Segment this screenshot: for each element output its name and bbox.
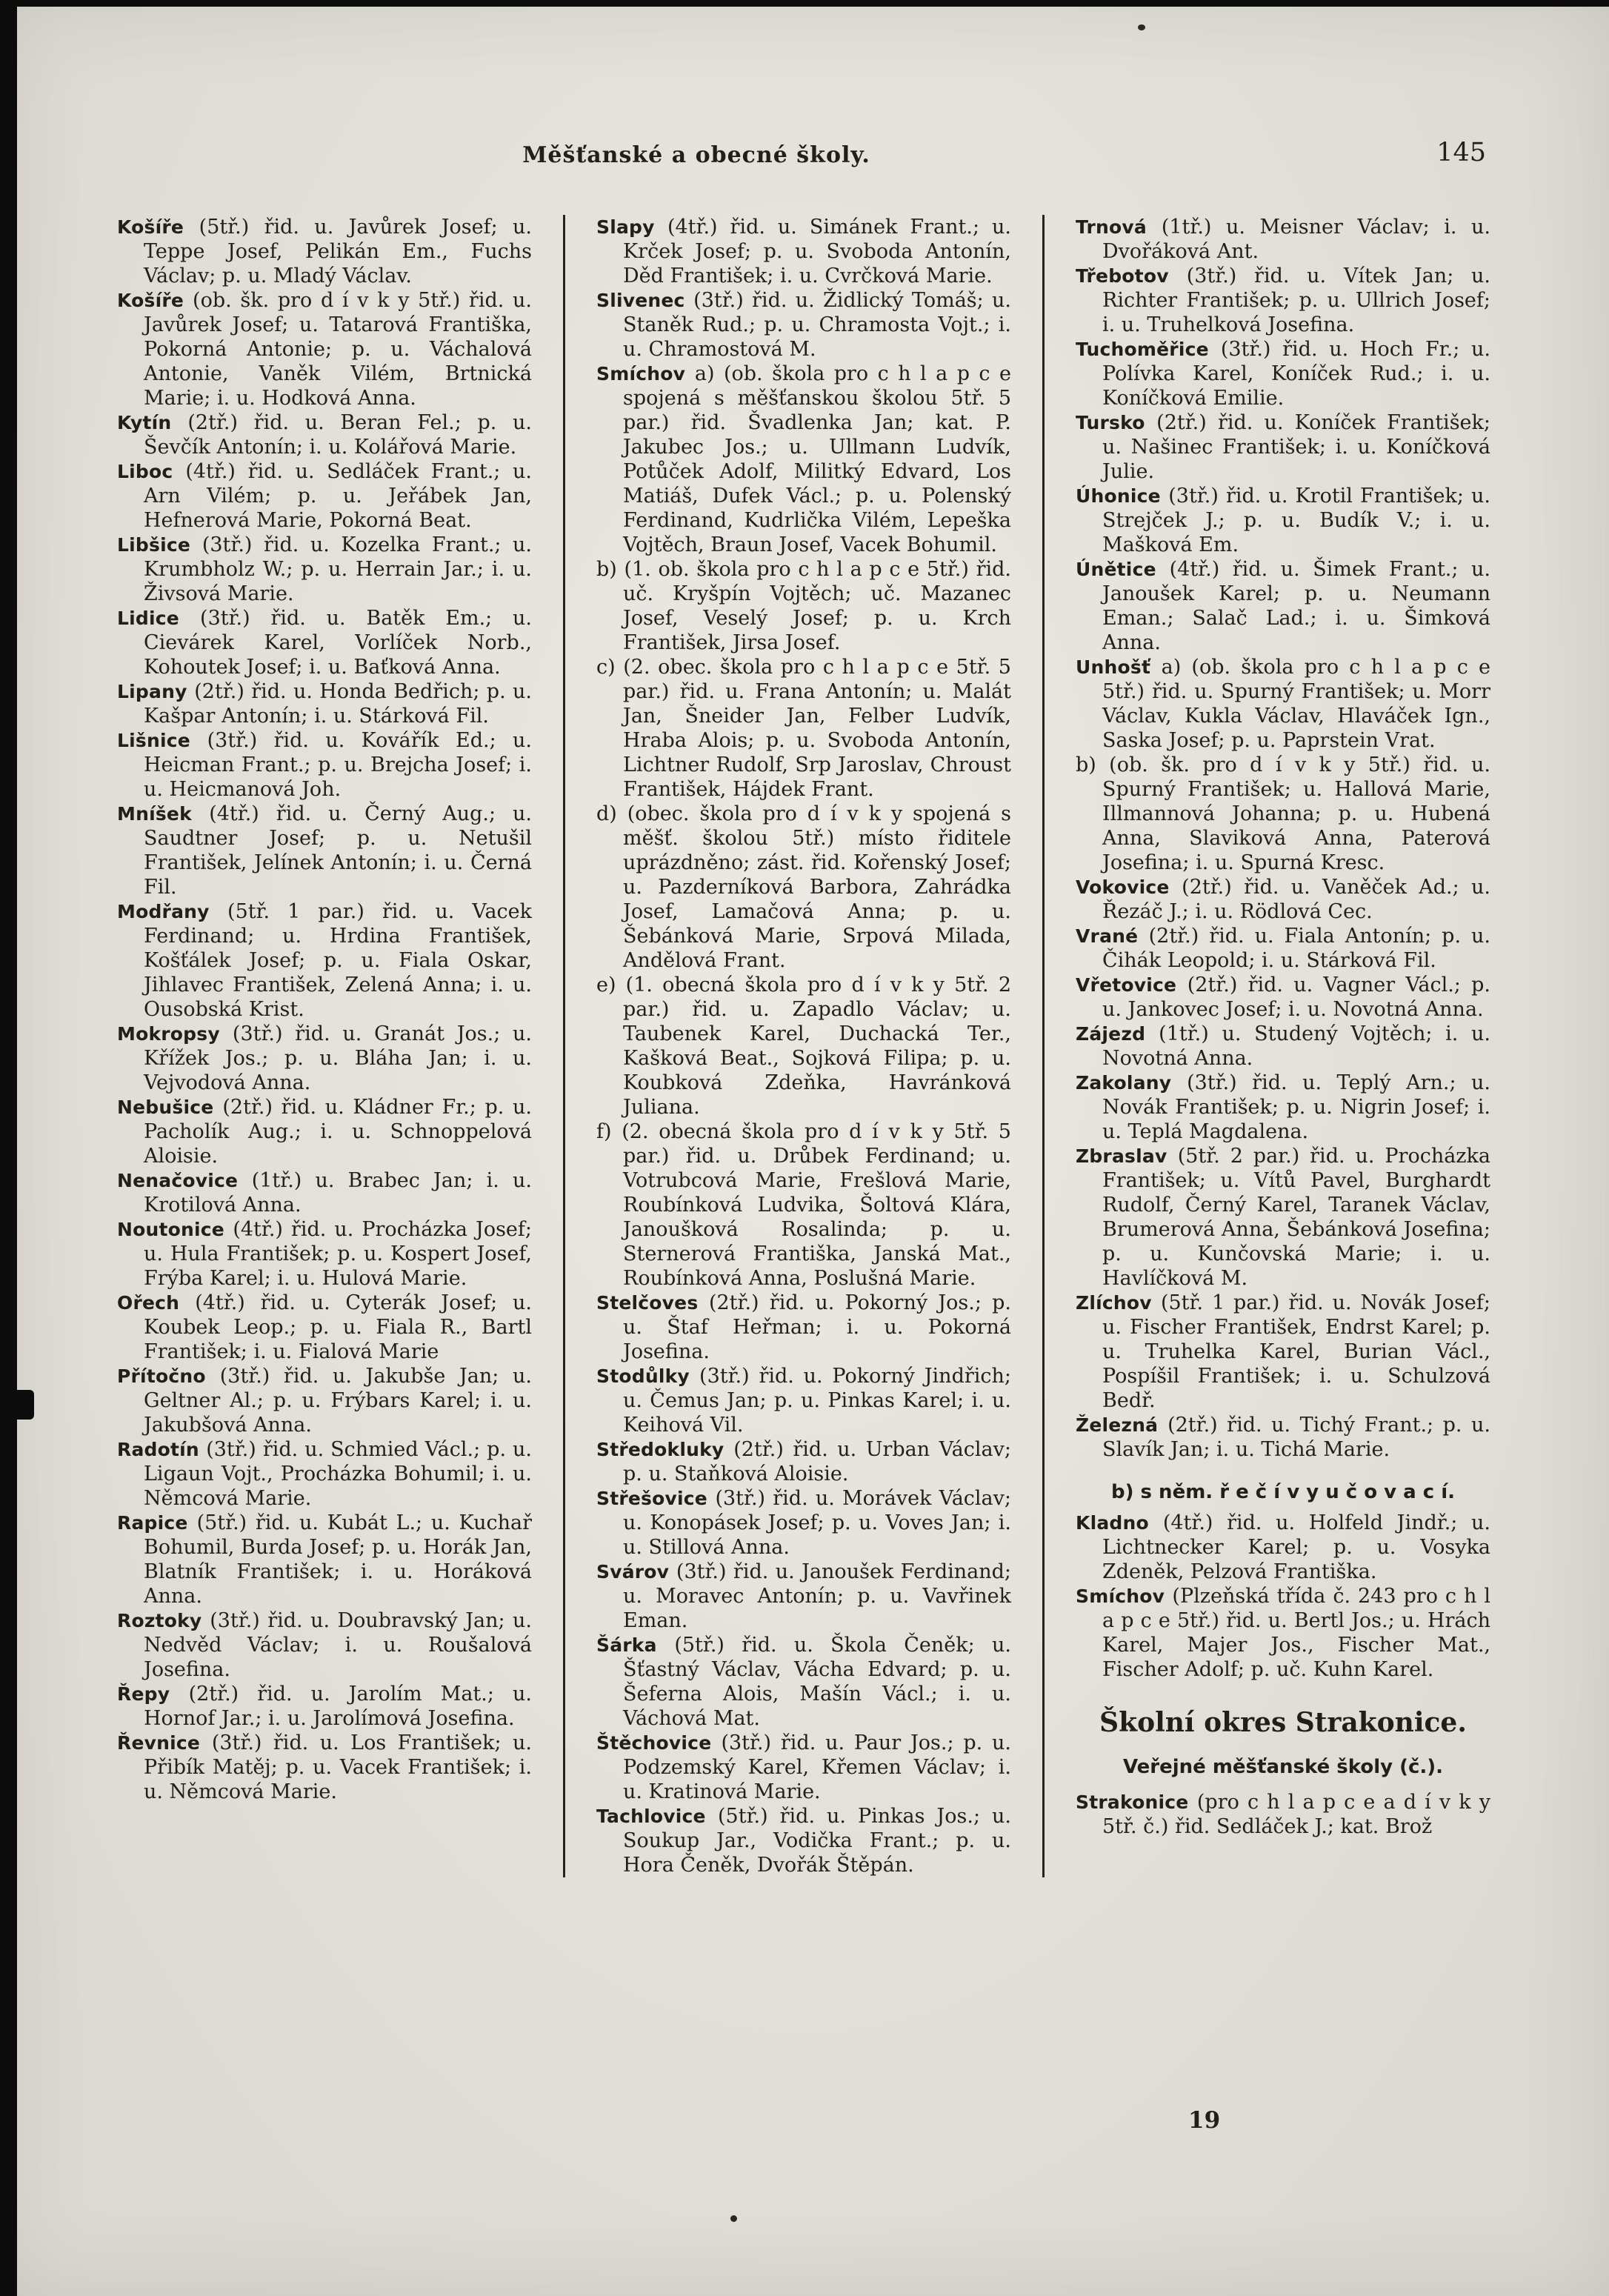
directory-entry: Strakonice (pro c h l a p c e a d í v k y 5tř. č.) řid. Sedláček J.; kat. Brož xyxy=(1076,1791,1490,1838)
place-name: Zlíchov xyxy=(1076,1292,1161,1314)
place-name: Mokropsy xyxy=(117,1023,233,1045)
place-name: Zájezd xyxy=(1076,1023,1159,1045)
school-type-heading: Veřejné měšťanské školy (č.). xyxy=(1122,1756,1444,1778)
directory-entry: Mníšek (4tř.) řid. u. Černý Aug.; u. Saudtner Josef; p. u. Netušil František, Jelínek Antonín; i. u. Černá Fil. xyxy=(117,802,533,899)
scan-speck xyxy=(1138,24,1145,30)
directory-entry: Úhonice (3tř.) řid. u. Krotil František; u. Strejček J.; p. u. Budík V.; i. u. Mašková Em. xyxy=(1076,485,1490,556)
place-name: Slivenec xyxy=(596,290,694,311)
place-name: Roztoky xyxy=(117,1610,210,1631)
place-name: Kytín xyxy=(117,412,188,433)
place-name: Smíchov xyxy=(1076,1585,1173,1607)
directory-entry: Svárov (3tř.) řid. u. Janoušek Ferdinand; u. Moravec Antonín; p. u. Vavřinek Eman. xyxy=(596,1560,1012,1632)
directory-entry: Kladno (4tř.) řid. u. Holfeld Jindř.; u. Lichtnecker Karel; p. u. Vosyka Zdeněk, Pelzová Františka. xyxy=(1076,1511,1490,1583)
place-name: Vokovice xyxy=(1076,876,1182,898)
place-name: Trnová xyxy=(1076,216,1162,238)
directory-entry: Tuchoměřice (3tř.) řid. u. Hoch Fr.; u. Polívka Karel, Koníček Rud.; i. u. Koníčková Emilie. xyxy=(1076,338,1490,410)
directory-entry: Třebotov (3tř.) řid. u. Vítek Jan; u. Richter František; p. u. Ullrich Josef; i. u. Truhelková Josefina. xyxy=(1076,264,1490,336)
place-name: Nebušice xyxy=(117,1097,223,1118)
directory-entry: Lišnice (3tř.) řid. u. Kovářík Ed.; u. Heicman Frant.; p. u. Brejcha Josef; i. u. Heicmanová Joh. xyxy=(117,729,532,801)
place-name: Třebotov xyxy=(1076,265,1187,287)
place-name: Smíchov xyxy=(596,363,695,385)
place-name: Zakolany xyxy=(1076,1072,1187,1094)
place-name: Svárov xyxy=(596,1561,676,1583)
scan-edge-top xyxy=(0,0,1609,7)
place-name: Železná xyxy=(1076,1414,1168,1436)
place-name: Stelčoves xyxy=(596,1292,709,1314)
directory-entry: Libšice (3tř.) řid. u. Kozelka Frant.; u. Krumbholz W.; p. u. Herrain Jar.; i. u. Živsová Marie. xyxy=(117,533,532,605)
directory-entry: Mokropsy (3tř.) řid. u. Granát Jos.; u. Křížek Jos.; p. u. Bláha Jan; i. u. Vejvodová Anna. xyxy=(117,1022,533,1094)
place-name: Vrané xyxy=(1076,925,1149,947)
directory-subentry: f) (2. obecná škola pro d í v k y 5tř. 5 par.) řid. u. Drůbek Ferdinand; u. Votrubcová Marie, Frešlová Marie, Roubínková Ludvika, Šoltová Klára, Janoušková Rosalinda; p. u. Sternerová Františka, Janská Mat., Roubínková Anna, Poslušná Marie. xyxy=(596,1120,1011,1290)
place-name: Středokluky xyxy=(596,1439,734,1460)
directory-entry: Rapice (5tř.) řid. u. Kubát L.; u. Kuchař Bohumil, Burda Josef; p. u. Horák Jan, Blatník František; i. u. Horáková Anna. xyxy=(117,1511,532,1608)
scan-speck xyxy=(730,2215,737,2222)
directory-entry: Ořech (4tř.) řid. u. Cyterák Josef; u. Koubek Leop.; p. u. Fiala R., Bartl František; i. u. Fialová Marie xyxy=(117,1291,532,1363)
directory-subentry: d) (obec. škola pro d í v k y spojená s měšť. školou 5tř.) místo řiditele uprázdněno; zást. řid. Kořenský Josef; u. Pazderníková Barbora, Zahrádka Josef, Lamačová Anna; p. u. Šebánková Marie, Srpová Milada, Andělová Frant. xyxy=(596,802,1011,972)
directory-subentry: c) (2. obec. škola pro c h l a p c e 5tř. 5 par.) řid. u. Frana Antonín; u. Malát Jan, Šneider Jan, Felber Ludvík, Hraba Alois; p. u. Svoboda Antonín, Lichtner Rudolf, Srp Jaroslav, Chroust František, Hájdek Frant. xyxy=(596,656,1011,801)
place-name: Řepy xyxy=(117,1683,189,1705)
directory-entry: Smíchov a) (ob. škola pro c h l a p c e spojená s měšťanskou školou 5tř. 5 par.) řid. Švadlenka Jan; kat. P. Jakubec Jos.; u. Ullmann Ludvík, Potůček Adolf, Militký Edvard, Los Matiáš, Dufek Václ.; p. u. Polenský Ferdinand, Kudrlička Vilém, Lepeška Vojtěch, Braun Josef, Vacek Bohumil. xyxy=(596,362,1011,556)
directory-entry: Řepy (2tř.) řid. u. Jarolím Mat.; u. Hornof Jar.; i. u. Jarolímová Josefina. xyxy=(117,1683,532,1730)
place-name: Ořech xyxy=(117,1292,196,1314)
directory-entry: Zlíchov (5tř. 1 par.) řid. u. Novák Josef; u. Fischer František, Endrst Karel; p. u. Truhelka Karel, Burian Václ., Pospíšil František; i. u. Schulzová Bedř. xyxy=(1076,1291,1490,1412)
directory-entry: Vřetovice (2tř.) řid. u. Vagner Václ.; p. u. Jankovec Josef; i. u. Novotná Anna. xyxy=(1076,974,1490,1021)
footer-page-number: 19 xyxy=(1188,2107,1221,2134)
place-name: Tuchoměřice xyxy=(1076,339,1221,360)
place-name: Střešovice xyxy=(596,1488,716,1509)
directory-entry: Šárka (5tř.) řid. u. Škola Čeněk; u. Šťastný Václav, Vácha Edvard; p. u. Šeferna Alois, Mašín Václ.; i. u. Váchová Mat. xyxy=(596,1634,1011,1730)
directory-entry: Košíře (ob. šk. pro d í v k y 5tř.) řid. u. Javůrek Josef; u. Tatarová Františka, Pokorná Antonie; p. u. Váchalová Antonie, Vaněk Vilém, Brtnická Marie; i. u. Hodková Anna. xyxy=(117,289,532,410)
directory-entry: Přítočno (3tř.) řid. u. Jakubše Jan; u. Geltner Al.; p. u. Frýbars Karel; i. u. Jakubšová Anna. xyxy=(117,1365,532,1437)
place-name: Šárka xyxy=(596,1634,675,1656)
directory-entry: Středokluky (2tř.) řid. u. Urban Václav; p. u. Staňková Aloisie. xyxy=(596,1438,1011,1485)
directory-entry: Lidice (3tř.) řid. u. Batěk Em.; u. Cievárek Karel, Vorlíček Norb., Kohoutek Josef; i. u. Baťková Anna. xyxy=(117,607,532,679)
directory-entry: Tursko (2tř.) řid. u. Koníček František; u. Našinec František; i. u. Koníčková Julie. xyxy=(1076,411,1490,483)
place-name: Libšice xyxy=(117,534,202,556)
place-name: Tachlovice xyxy=(596,1806,719,1827)
directory-subentry: e) (1. obecná škola pro d í v k y 5tř. 2 par.) řid. u. Zapadlo Václav; u. Taubenek Karel, Duchacká Ter., Kašková Beat., Sojková Filipa; p. u. Koubková Zdeňka, Havránková Juliana. xyxy=(596,974,1011,1119)
place-name: Rapice xyxy=(117,1512,197,1534)
place-name: Vřetovice xyxy=(1076,974,1187,996)
running-title: Měšťanské a obecné školy. xyxy=(522,142,870,168)
district-heading: Školní okres Strakonice. xyxy=(1099,1707,1467,1738)
column-3 xyxy=(1042,215,1490,1877)
directory-entry: Železná (2tř.) řid. u. Tichý Frant.; p. u. Slavík Jan; i. u. Tichá Marie. xyxy=(1076,1414,1490,1461)
directory-entry: Modřany (5tř. 1 par.) řid. u. Vacek Ferdinand; u. Hrdina František, Košťálek Josef; p. u. Fiala Oskar, Jihlavec František, Zelená Anna; i. u. Ousobská Krist. xyxy=(117,900,532,1021)
place-name: Modřany xyxy=(117,901,228,922)
directory-entry: Zakolany (3tř.) řid. u. Teplý Arn.; u. Novák František; p. u. Nigrin Josef; i. u. Teplá Magdalena. xyxy=(1076,1071,1491,1143)
column-2 xyxy=(563,215,1011,1877)
place-name: Zbraslav xyxy=(1076,1145,1178,1167)
directory-entry: Unhošť a) (ob. škola pro c h l a p c e 5tř.) řid. u. Spurný František; u. Morr Václav, Kukla Václav, Hlaváček Ign., Saska Josef; p. u. Paprstein Vrat. xyxy=(1076,656,1490,752)
directory-entry: Stodůlky (3tř.) řid. u. Pokorný Jindřich; u. Čemus Jan; p. u. Pinkas Karel; i. u. Keihová Vil. xyxy=(596,1365,1012,1437)
place-name: Štěchovice xyxy=(596,1732,722,1754)
place-name: Únětice xyxy=(1076,559,1170,580)
place-name: Košíře xyxy=(117,290,193,311)
directory-subentry: b) (1. ob. škola pro c h l a p c e 5tř.) řid. uč. Kryšpín Vojtěch; uč. Mazanec Josef, Veselý Josef; p. u. Krch František, Jirsa Josef. xyxy=(596,558,1011,654)
place-name: Mníšek xyxy=(117,803,210,825)
place-name: Tursko xyxy=(1076,412,1157,433)
place-name: Přítočno xyxy=(117,1365,220,1387)
directory-entry: Radotín (3tř.) řid. u. Schmied Václ.; p. u. Ligaun Vojt., Procházka Bohumil; i. u. Němcová Marie. xyxy=(117,1438,532,1510)
directory-entry: Košíře (5tř.) řid. u. Javůrek Josef; u. Teppe Josef, Pelikán Em., Fuchs Václav; p. u. Mladý Václav. xyxy=(117,216,532,287)
place-name: Lišnice xyxy=(117,730,207,751)
language-note-heading: b) s něm. ř e č í v y u č o v a c í. xyxy=(1110,1481,1455,1503)
directory-entry: Stelčoves (2tř.) řid. u. Pokorný Jos.; p. u. Štaf Heřman; i. u. Pokorná Josefina. xyxy=(596,1291,1012,1363)
page-content xyxy=(117,138,1491,1877)
directory-entry: Tachlovice (5tř.) řid. u. Pinkas Jos.; u. Soukup Jar., Vodička Frant.; p. u. Hora Čeněk, Dvořák Štěpán. xyxy=(596,1805,1011,1877)
scan-edge-left xyxy=(0,4,17,2296)
place-name: Liboc xyxy=(117,461,186,482)
directory-entry: Nenačovice (1tř.) u. Brabec Jan; i. u. Krotilová Anna. xyxy=(117,1169,532,1217)
place-name: Nenačovice xyxy=(117,1170,252,1191)
place-name: Slapy xyxy=(596,216,667,238)
directory-entry: Zbraslav (5tř. 2 par.) řid. u. Procházka František; u. Vítů Pavel, Burghardt Rudolf, Černý Karel, Taranek Václav, Brumerová Anna, Šebánková Josefina; p. u. Kunčovská Marie; i. u. Havlíčková M. xyxy=(1076,1145,1490,1290)
directory-entry: Nebušice (2tř.) řid. u. Kládner Fr.; p. u. Pacholík Aug.; i. u. Schnoppelová Aloisie. xyxy=(117,1096,532,1168)
directory-entry: Řevnice (3tř.) řid. u. Los František; u. Přibík Matěj; p. u. Vacek František; i. u. Němcová Marie. xyxy=(117,1731,533,1803)
directory-entry: Liboc (4tř.) řid. u. Sedláček Frant.; u. Arn Vilém; p. u. Jeřábek Jan, Hefnerová Marie, Pokorná Beat. xyxy=(117,460,532,532)
directory-subentry: b) (ob. šk. pro d í v k y 5tř.) řid. u. Spurný František; u. Hallová Marie, Illmannová Johanna; p. u. Hubená Anna, Slaviková Anna, Paterová Josefina; i. u. Spurná Kresc. xyxy=(1076,753,1490,874)
place-name: Košíře xyxy=(117,216,199,238)
place-name: Lipany xyxy=(117,681,195,702)
directory-entry: Únětice (4tř.) řid. u. Šimek Frant.; u. Janoušek Karel; p. u. Neumann Eman.; Salač Lad.; i. u. Šimková Anna. xyxy=(1076,558,1490,654)
directory-entry: Střešovice (3tř.) řid. u. Morávek Václav; u. Konopásek Josef; p. u. Voves Jan; i. u. Stillová Anna. xyxy=(596,1487,1012,1559)
place-name: Strakonice xyxy=(1076,1791,1197,1813)
place-name: Lidice xyxy=(117,608,201,629)
place-name: Stodůlky xyxy=(596,1365,700,1387)
place-name: Kladno xyxy=(1076,1512,1163,1534)
place-name: Radotín xyxy=(117,1439,207,1460)
directory-entry: Vrané (2tř.) řid. u. Fiala Antonín; p. u. Čihák Leopold; i. u. Stárková Fil. xyxy=(1076,925,1490,972)
directory-entry: Slapy (4tř.) řid. u. Simánek Frant.; u. Krček Josef; p. u. Svoboda Antonín, Děd František; i. u. Cvrčková Marie. xyxy=(596,216,1011,287)
directory-entry: Noutonice (4tř.) řid. u. Procházka Josef; u. Hula František; p. u. Kospert Josef, Frýba Karel; i. u. Hulová Marie. xyxy=(117,1218,533,1290)
directory-entry: Vokovice (2tř.) řid. u. Vaněček Ad.; u. Řezáč J.; i. u. Rödlová Cec. xyxy=(1076,876,1491,923)
directory-entry: Zájezd (1tř.) u. Studený Vojtěch; i. u. Novotná Anna. xyxy=(1076,1022,1490,1070)
directory-entry: Roztoky (3tř.) řid. u. Doubravský Jan; u. Nedvěd Václav; i. u. Roušalová Josefina. xyxy=(117,1609,532,1681)
column-1 xyxy=(117,215,532,1877)
directory-entry: Trnová (1tř.) u. Meisner Václav; i. u. Dvořáková Ant. xyxy=(1076,216,1491,263)
place-name: Řevnice xyxy=(117,1732,212,1754)
directory-entry: Štěchovice (3tř.) řid. u. Paur Jos.; p. u. Podzemský Karel, Křemen Václav; i. u. Kratinová Marie. xyxy=(596,1731,1012,1803)
directory-columns xyxy=(117,215,1490,1877)
place-name: Noutonice xyxy=(117,1219,233,1240)
page-number: 145 xyxy=(1436,138,1486,167)
directory-entry: Lipany (2tř.) řid. u. Honda Bedřich; p. u. Kašpar Antonín; i. u. Stárková Fil. xyxy=(117,680,532,728)
directory-entry: Kytín (2tř.) řid. u. Beran Fel.; p. u. Ševčík Antonín; i. u. Kolářová Marie. xyxy=(117,411,532,459)
place-name: Úhonice xyxy=(1076,485,1169,507)
page-header xyxy=(117,138,1490,178)
directory-entry: Slivenec (3tř.) řid. u. Židlický Tomáš; u. Staněk Rud.; p. u. Chramosta Vojt.; i. u. Chramostová M. xyxy=(596,289,1011,361)
directory-entry: Smíchov (Plzeňská třída č. 243 pro c h l a p c e 5tř.) řid. u. Bertl Jos.; u. Hrách Karel, Majer Jos., Fischer Mat., Fischer Adolf; p. uč. Kuhn Karel. xyxy=(1076,1585,1490,1681)
place-name: Unhošť xyxy=(1076,656,1162,678)
scan-blot xyxy=(0,1390,34,1420)
